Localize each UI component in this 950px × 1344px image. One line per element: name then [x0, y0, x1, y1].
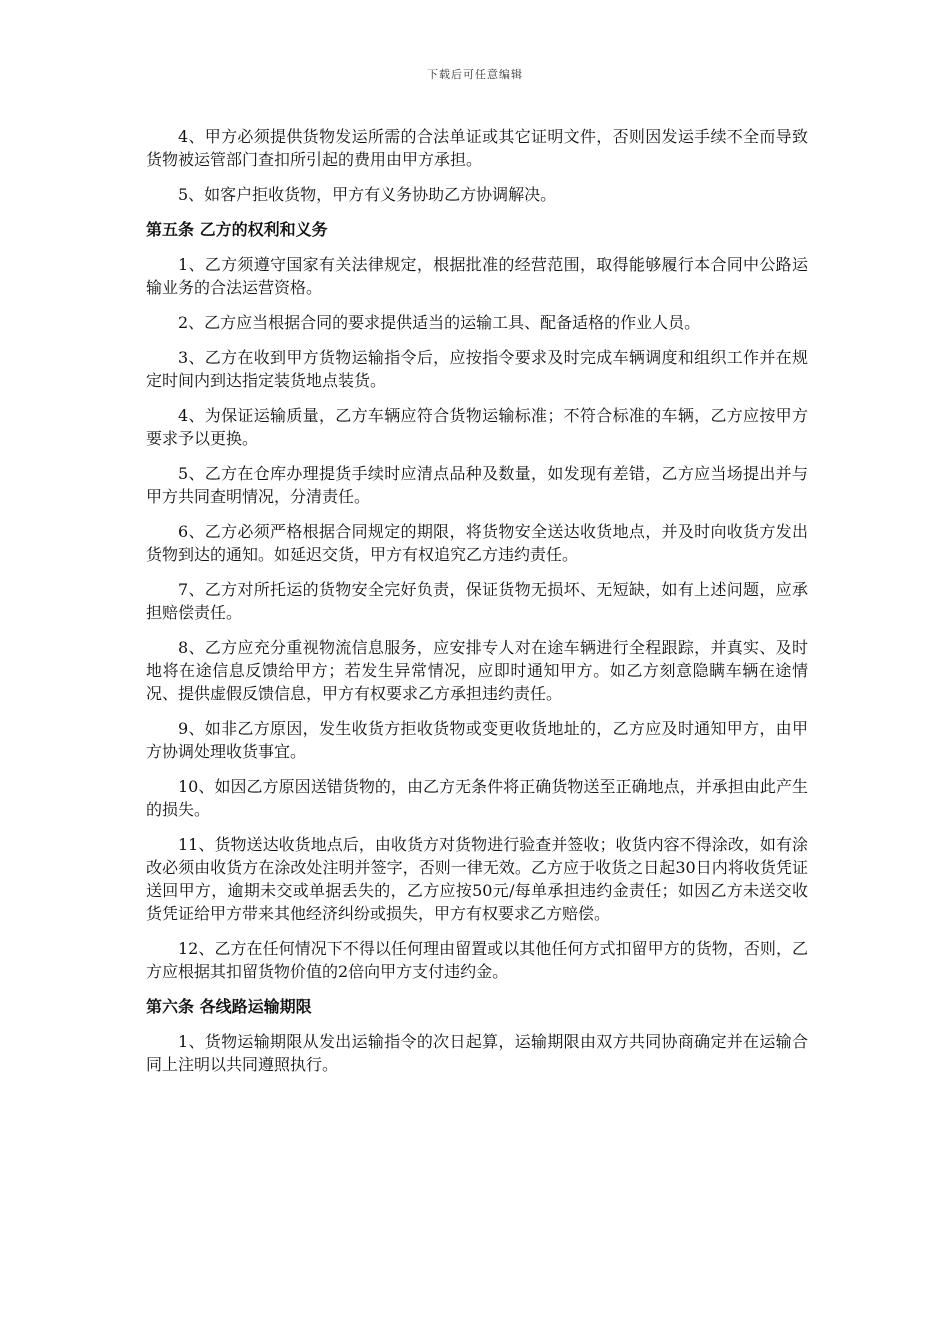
document-body	[146, 125, 808, 1088]
article-5-item-7: 7、乙方对所托运的货物安全完好负责，保证货物无损坏、无短缺，如有上述问题，应承担赔偿责任。	[146, 580, 808, 622]
article-6-item-1: 1、货物运输期限从发出运输指令的次日起算，运输期限由双方共同协商确定并在运输合同上注明以共同遵照执行。	[146, 1032, 808, 1074]
article-5-item-8: 8、乙方应充分重视物流信息服务，应安排专人对在途车辆进行全程跟踪，并真实、及时地将在途信息反馈给甲方；若发生异常情况，应即时通知甲方。如乙方刻意隐瞒车辆在途情况、提供虚假反馈信息，甲方有权要求乙方承担违约责任。	[146, 638, 808, 703]
article-5-item-6: 6、乙方必须严格根据合同规定的期限，将货物安全送达收货地点，并及时向收货方发出货物到达的通知。如延迟交货，甲方有权追究乙方违约责任。	[146, 522, 808, 564]
article-5-item-2: 2、乙方应当根据合同的要求提供适当的运输工具、配备适格的作业人员。	[178, 313, 701, 332]
article-5-item-4: 4、为保证运输质量，乙方车辆应符合货物运输标准；不符合标准的车辆，乙方应按甲方要求予以更换。	[146, 406, 808, 448]
article-5-item-1: 1、乙方须遵守国家有关法律规定，根据批准的经营范围，取得能够履行本合同中公路运输业务的合法运营资格。	[146, 255, 808, 297]
section-heading-article-6: 第六条 各线路运输期限	[146, 997, 312, 1016]
clause-4-1-item-5: 5、如客户拒收货物，甲方有义务协助乙方协调解决。	[178, 185, 557, 204]
article-5-item-5: 5、乙方在仓库办理提货手续时应清点品种及数量，如发现有差错，乙方应当场提出并与甲方共同查明情况，分清责任。	[146, 464, 808, 506]
article-5-item-3: 3、乙方在收到甲方货物运输指令后，应按指令要求及时完成车辆调度和组织工作并在规定时间内到达指定装货地点装货。	[146, 348, 808, 390]
clause-4-1-item-4: 4、甲方必须提供货物发运所需的合法单证或其它证明文件，否则因发运手续不全而导致货物被运管部门查扣所引起的费用由甲方承担。	[146, 127, 808, 169]
article-5-item-12: 12、乙方在任何情况下不得以任何理由留置或以其他任何方式扣留甲方的货物，否则，乙方应根据其扣留货物价值的2倍向甲方支付违约金。	[146, 939, 808, 981]
section-heading-article-5: 第五条 乙方的权利和义务	[146, 220, 328, 239]
article-5-item-11: 11、货物送达收货地点后，由收货方对货物进行验查并签收；收货内容不得涂改，如有涂改必须由收货方在涂改处注明并签字，否则一律无效。乙方应于收货之日起30日内将收货凭证送回甲方，逾期未交或单据丢失的，乙方应按50元/每单承担违约金责任；如因乙方未送交收货凭证给甲方带来其他经济纠纷或损失，甲方有权要求乙方赔偿。	[146, 835, 808, 923]
article-5-item-10: 10、如因乙方原因送错货物的，由乙方无条件将正确货物送至正确地点，并承担由此产生的损失。	[146, 777, 808, 819]
header-note: 下载后可任意编辑	[427, 68, 523, 81]
article-5-item-9: 9、如非乙方原因，发生收货方拒收货物或变更收货地址的，乙方应及时通知甲方，由甲方协调处理收货事宜。	[146, 719, 808, 761]
